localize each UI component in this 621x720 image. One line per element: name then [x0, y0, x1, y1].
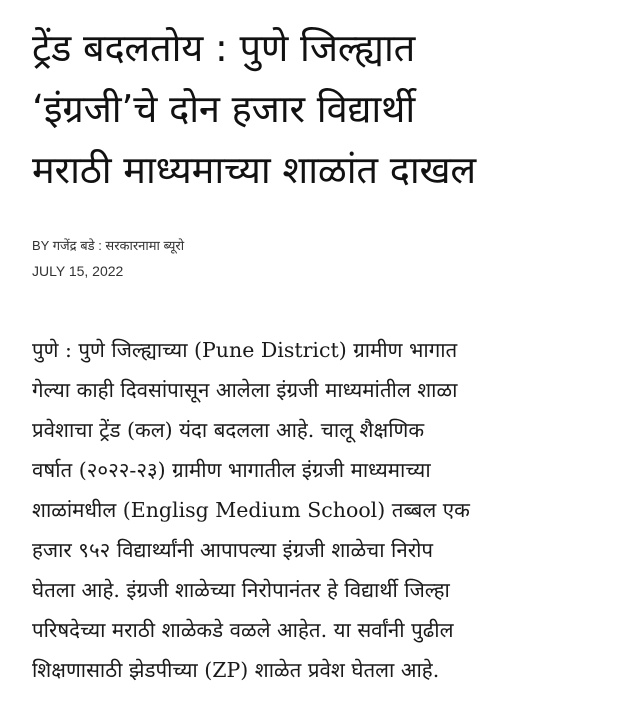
body-line: हजार ९५२ विद्यार्थ्यांनी आपापल्या इंग्रजी शाळेचा निरोप	[32, 538, 434, 562]
article-headline	[32, 18, 592, 201]
body-line: वर्षात (२०२२-२३) ग्रामीण भागातील इंग्रजी माध्यमाच्या	[32, 458, 431, 482]
body-line: गेल्या काही दिवसांपासून आलेला इंग्रजी माध्यमांतील शाळा	[32, 378, 458, 402]
body-line: घेतला आहे. इंग्रजी शाळेच्या निरोपानंतर हे विद्यार्थी जिल्हा	[32, 578, 450, 602]
article-byline: BY गजेंद्र बडे : सरकारनामा ब्यूरो	[32, 238, 185, 253]
article-body	[32, 330, 592, 690]
body-line: शिक्षणासाठी झेडपीच्या (ZP) शाळेत प्रवेश घेतला आहे.	[32, 658, 440, 682]
body-line: प्रवेशाचा ट्रेंड (कल) यंदा बदलला आहे. चालू शैक्षणिक	[32, 418, 425, 442]
body-line: परिषदेच्या मराठी शाळेकडे वळले आहेत. या सर्वांनी पुढील	[32, 618, 454, 642]
headline-line: मराठी माध्यमाच्या शाळांत दाखल	[32, 148, 476, 192]
article-date: JULY 15, 2022	[32, 263, 124, 279]
body-line: पुणे : पुणे जिल्ह्याच्या (Pune District) ग्रामीण भागात	[32, 338, 458, 362]
headline-line: ‘इंग्रजी’चे दोन हजार विद्यार्थी	[32, 87, 415, 131]
body-line: शाळांमधील (Englisg Medium School) तब्बल एक	[32, 498, 470, 522]
headline-line: ट्रेंड बदलतोय : पुणे जिल्ह्यात	[32, 26, 416, 70]
